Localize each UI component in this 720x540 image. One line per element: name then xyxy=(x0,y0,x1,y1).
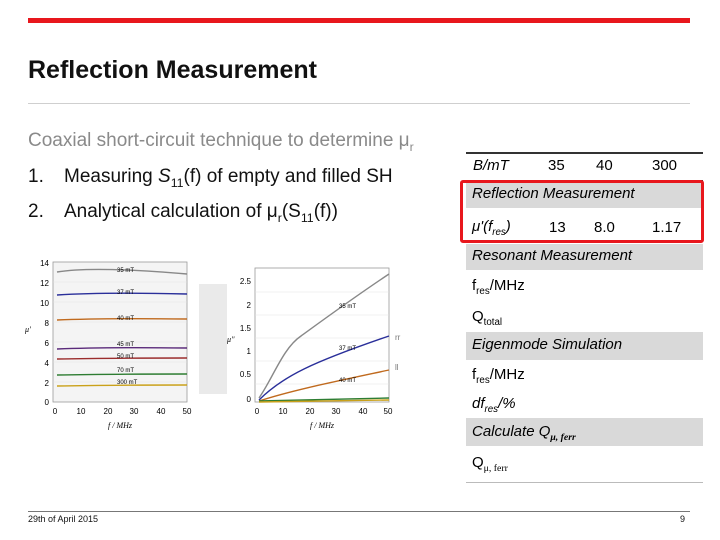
y-tick: 2 xyxy=(246,301,251,310)
y-tick: 0.5 xyxy=(239,370,251,379)
curve-label-300mt: 300 mT xyxy=(117,380,138,386)
top-accent-bar xyxy=(28,18,690,23)
x-axis-label: f / MHz xyxy=(310,421,334,430)
table-header-300: 300 xyxy=(652,157,678,174)
row-mu-300: 1.17 xyxy=(652,219,682,236)
background-fragment xyxy=(199,284,227,394)
section-resonant-measurement: Resonant Measurement xyxy=(472,247,633,264)
bullet-item-1: 1. Measuring $S_{11}(f)$ of empty and filled SH xyxy=(28,166,393,190)
section-eigenmode-simulation: Eigenmode Simulation xyxy=(472,336,623,353)
x-tick: 0 xyxy=(52,407,58,416)
row-q-ferr-label: $Q_{\mu, ferr}$ xyxy=(472,454,508,474)
row-mu-35: 13 xyxy=(549,219,566,236)
table-bottom-rule xyxy=(466,482,703,483)
section-reflection-measurement: Reflection Measurement xyxy=(472,185,635,202)
y-tick: 6 xyxy=(44,339,49,348)
y-tick: 8 xyxy=(44,319,49,328)
curve-label-37mt: 37 mT xyxy=(339,346,357,352)
y-tick: 0 xyxy=(44,398,49,407)
curve-label-40mt: 40 mT xyxy=(339,378,357,384)
x-tick: 40 xyxy=(358,407,368,416)
highlight-box xyxy=(460,180,704,243)
row-fres-label: $f_{res}$/MHz xyxy=(472,277,525,297)
section-calculate-q: Calculate $Q_{\mu, ferr}$ xyxy=(472,423,576,443)
x-tick: 10 xyxy=(76,407,86,416)
x-tick: 30 xyxy=(129,407,139,416)
side-fragment: rr xyxy=(395,333,401,342)
y-tick: 4 xyxy=(44,359,49,368)
footer-divider xyxy=(28,511,690,512)
y-axis-label: μ' xyxy=(25,325,31,334)
plot-mu-prime xyxy=(24,259,192,430)
y-tick: 2 xyxy=(44,379,49,388)
curve-label-70mt: 70 mT xyxy=(117,368,135,374)
x-axis-label: f / MHz xyxy=(108,421,132,430)
x-tick: 50 xyxy=(182,407,192,416)
title-divider xyxy=(28,103,690,104)
x-tick: 30 xyxy=(331,407,341,416)
x-tick: 20 xyxy=(103,407,113,416)
table-header-40: 40 xyxy=(596,157,613,174)
y-tick: 2.5 xyxy=(239,277,251,286)
plot-mu-double-prime xyxy=(226,268,393,430)
curve-label-35mt: 35 mT xyxy=(117,268,135,274)
footer-date: 29th of April 2015 xyxy=(28,514,99,524)
curve-label-40mt: 40 mT xyxy=(117,316,135,322)
table-top-rule xyxy=(466,152,703,154)
curve-label-50mt: 50 mT xyxy=(117,354,135,360)
y-tick: 12 xyxy=(40,279,49,288)
side-fragment: ll xyxy=(395,363,399,372)
x-tick: 40 xyxy=(156,407,166,416)
row-qtotal-label: $Q_{total}$ xyxy=(472,308,503,328)
curve-label-35mt: 35 mT xyxy=(339,304,357,310)
y-tick: 1 xyxy=(246,347,251,356)
permeability-plots xyxy=(25,258,403,433)
row-mu-40: 8.0 xyxy=(594,219,615,236)
table-header-35: 35 xyxy=(548,157,565,174)
y-tick: 0 xyxy=(246,395,251,404)
row-mu-label: $\mu'(f_{res})$ xyxy=(472,218,511,238)
bullet-heading: Coaxial short-circuit technique to determine $\mu_r$ xyxy=(28,130,414,154)
curve-label-37mt: 37 mT xyxy=(117,290,135,296)
y-tick: 1.5 xyxy=(239,324,251,333)
row-fres-sim-label: $f_{res}$/MHz xyxy=(472,366,525,386)
page-title: Reflection Measurement xyxy=(28,56,317,84)
y-axis-label: μ'' xyxy=(227,335,235,344)
x-tick: 50 xyxy=(383,407,393,416)
x-tick: 0 xyxy=(254,407,260,416)
y-tick: 14 xyxy=(40,259,49,268)
row-dfres-label: $df_{res}/\%$ xyxy=(472,395,516,415)
x-tick: 20 xyxy=(305,407,315,416)
y-tick: 10 xyxy=(40,299,49,308)
bullet-item-2: 2. Analytical calculation of $\mu_r(S_{11}(f))$ xyxy=(28,201,338,225)
curve-label-45mt: 45 mT xyxy=(117,342,135,348)
x-tick: 10 xyxy=(278,407,288,416)
table-header-b: B/mT xyxy=(473,157,509,174)
page-number: 9 xyxy=(680,514,686,524)
